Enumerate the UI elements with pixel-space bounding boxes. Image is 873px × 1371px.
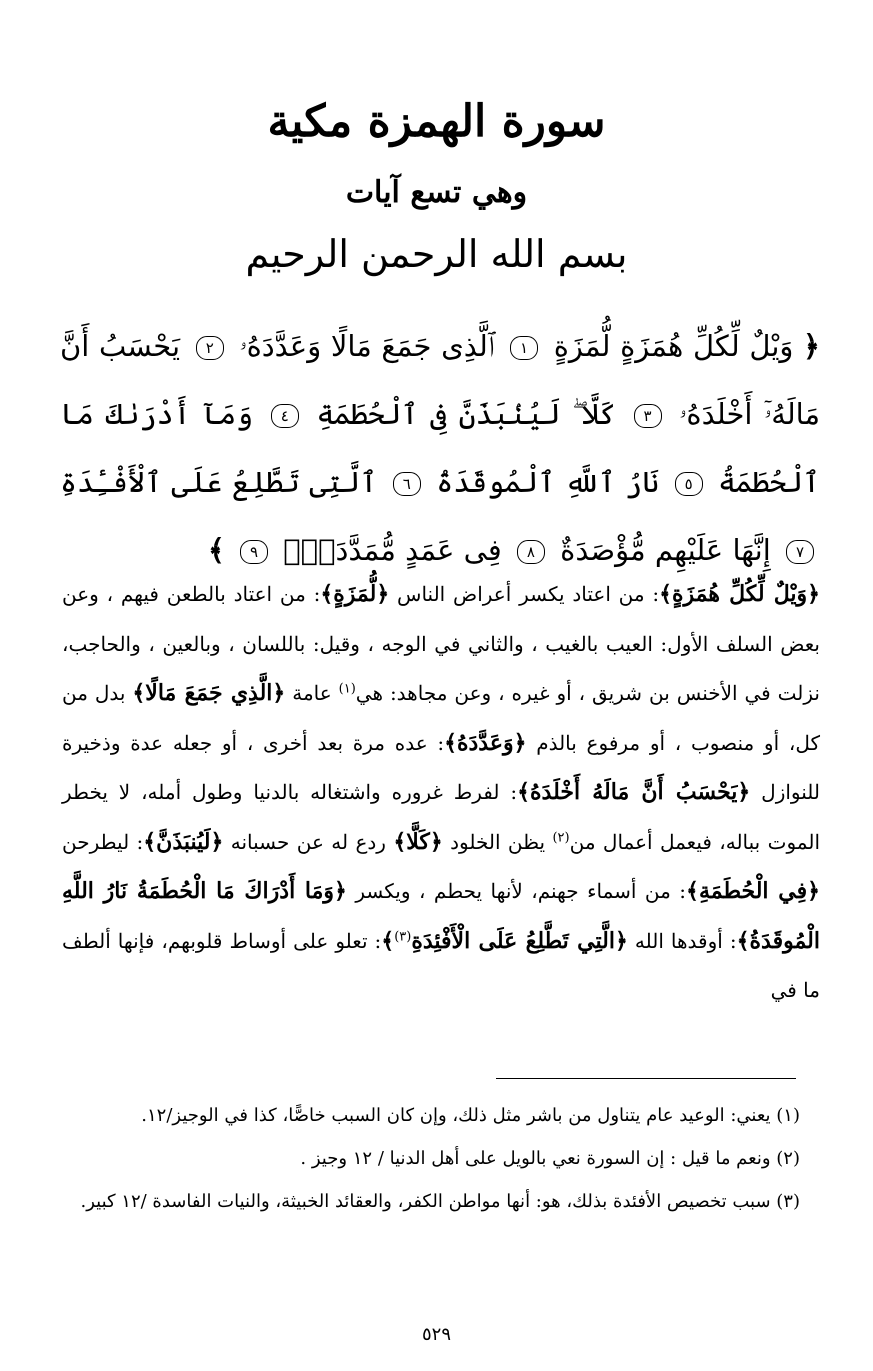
quoted-verse: ﴿لَيُنبَذَنَّ﴾	[143, 828, 224, 855]
footnote-item: (٢) ونعم ما قيل : إن السورة نعي بالويل على أهل الدنيا / ١٢ وجيز .	[300, 1148, 800, 1169]
commentary-text: ردع له عن حسبانه	[223, 829, 394, 854]
basmala: بسم الله الرحمن الرحيم	[245, 232, 628, 276]
quoted-verse-close: ﴾	[381, 927, 395, 954]
ayah-number-marker: ٨	[517, 540, 545, 564]
footnote-ref[interactable]: (٣)	[394, 928, 412, 944]
quoted-verse: ﴿الَّذِي جَمَعَ مَالًا﴾	[132, 680, 286, 706]
commentary-text: : ليطرحن	[62, 829, 144, 854]
commentary-text: يظن الخلود	[442, 829, 553, 854]
ayah-text: وَيْلٌ لِّكُلِّ هُمَزَةٍ لُّمَزَةٍ	[553, 329, 794, 363]
ayah-number-marker: ٤	[271, 404, 299, 428]
footnote-ref[interactable]: (٢)	[552, 829, 570, 845]
footnote-item: (٣) سبب تخصيص الأفئدة بذلك، هو: أنها مواطن الكفر، والعقائد الخبيثة، والنيات الفاسدة /١٢ كبير.	[80, 1191, 800, 1212]
ayah-number-marker: ٥	[675, 472, 703, 496]
ayah-text: ٱلَّذِى جَمَعَ مَالًا وَعَدَّدَهُۥ	[239, 329, 495, 363]
commentary-text: : لفرط غروره واشتغاله بالدنيا وطول أمله، لا يخطر الموت بباله، فيعمل أعمال من	[62, 780, 820, 854]
ayah-text: كَلَّا ۖ لَيُنۢبَذَنَّ فِى ٱلْحُطَمَةِ	[316, 397, 616, 431]
quoted-verse: ﴿الَّتِي تَطَّلِعُ عَلَى الْأَفْئِدَةِ	[411, 927, 628, 954]
page-number: ٥٢٩	[421, 1324, 451, 1345]
commentary-text: : تعلو على أوساط قلوبهم، فإنها ألطف ما في	[62, 928, 820, 1002]
ayah-number-marker: ٦	[393, 472, 421, 496]
commentary-text: بدل من كل، أو منصوب ، أو مرفوع بالذم	[62, 681, 820, 755]
commentary-text: : من اعتاد يكسر أعراض الناس	[389, 582, 660, 606]
quoted-verse: ﴿لُّمَزَةٍ﴾	[320, 581, 390, 607]
ayah-text: إِنَّهَا عَلَيْهِم مُّؤْصَدَةٌ	[560, 533, 771, 567]
commentary-text: عامة	[285, 681, 339, 705]
commentary-text: : من أسماء جهنم، لأنها يحطم ، ويكسر	[346, 879, 687, 903]
footnote-divider	[496, 1078, 796, 1079]
ayah-text: نَارُ ٱللَّهِ ٱلْمُوقَدَةُ	[436, 465, 660, 499]
footnotes	[58, 1094, 800, 1223]
quoted-verse: ﴿وَيْلٌ لِّكُلِّ هُمَزَةٍ﴾	[659, 581, 820, 607]
surah-verse-count: وهي تسع آيات	[345, 175, 528, 210]
ayah-number-marker: ٣	[634, 404, 662, 428]
quoted-verse: ﴿يَحْسَبُ أَنَّ مَالَهُ أَخْلَدَهُ﴾	[517, 779, 751, 805]
quoted-verse: ﴿وَمَا أَدْرَاكَ مَا الْحُطَمَةُ نَارُ اللَّهِ الْمُوقَدَةُ﴾	[62, 878, 820, 954]
quoted-verse: ﴿كَلَّا﴾	[393, 828, 443, 855]
commentary-text: : أوقدها الله	[627, 928, 737, 953]
quoted-verse: ﴿وَعَدَّدَهُ﴾	[444, 729, 527, 756]
quran-close-bracket: ﴾	[207, 533, 225, 567]
ayah-number-marker: ٧	[786, 540, 814, 564]
commentary-text: : من اعتاد بالطعن فيهم ، وعن بعض السلف الأول: العيب بالغيب ، والثاني في الوجه ، وقيل: باللسان ، وبالعين ، والحاجب، نزلت في الأخنس بن شريق ، أو غيره ، وعن مجاهد: هي	[62, 582, 820, 705]
commentary-text: : عده مرة بعد أخرى ، أو جعله عدة وذخيرة للنوازل	[62, 730, 820, 804]
tafsir-commentary	[62, 570, 820, 1016]
footnote-ref[interactable]: (١)	[338, 681, 356, 697]
footnote-item: (١) يعني: الوعيد عام يتناول من باشر مثل ذلك، وإن كان السبب خاصًّا، كذا في الوجيز/١٢.	[141, 1105, 800, 1126]
quran-text-block	[60, 312, 820, 584]
ayah-text: وَمَآ أَدْرَىٰكَ مَا ٱلْحُطَمَةُ	[60, 397, 821, 499]
ayah-number-marker: ١	[510, 336, 538, 360]
ayah-text: ٱلَّتِى تَطَّلِعُ عَلَى ٱلْأَفْـِٔدَةِ	[60, 465, 378, 499]
quoted-verse: ﴿فِي الْحُطَمَةِ﴾	[686, 878, 821, 904]
ayah-number-marker: ٩	[240, 540, 268, 564]
ayah-number-marker: ٢	[196, 336, 224, 360]
ayah-text: يَحْسَبُ أَنَّ مَالَهُۥٓ أَخْلَدَهُۥ	[60, 329, 821, 431]
ayah-text: فِى عَمَدٍ مُّمَدَّدَةٍۭ	[283, 533, 502, 567]
surah-title: سورة الهمزة مكية	[267, 96, 606, 147]
quran-open-bracket: ﴿	[803, 329, 821, 363]
